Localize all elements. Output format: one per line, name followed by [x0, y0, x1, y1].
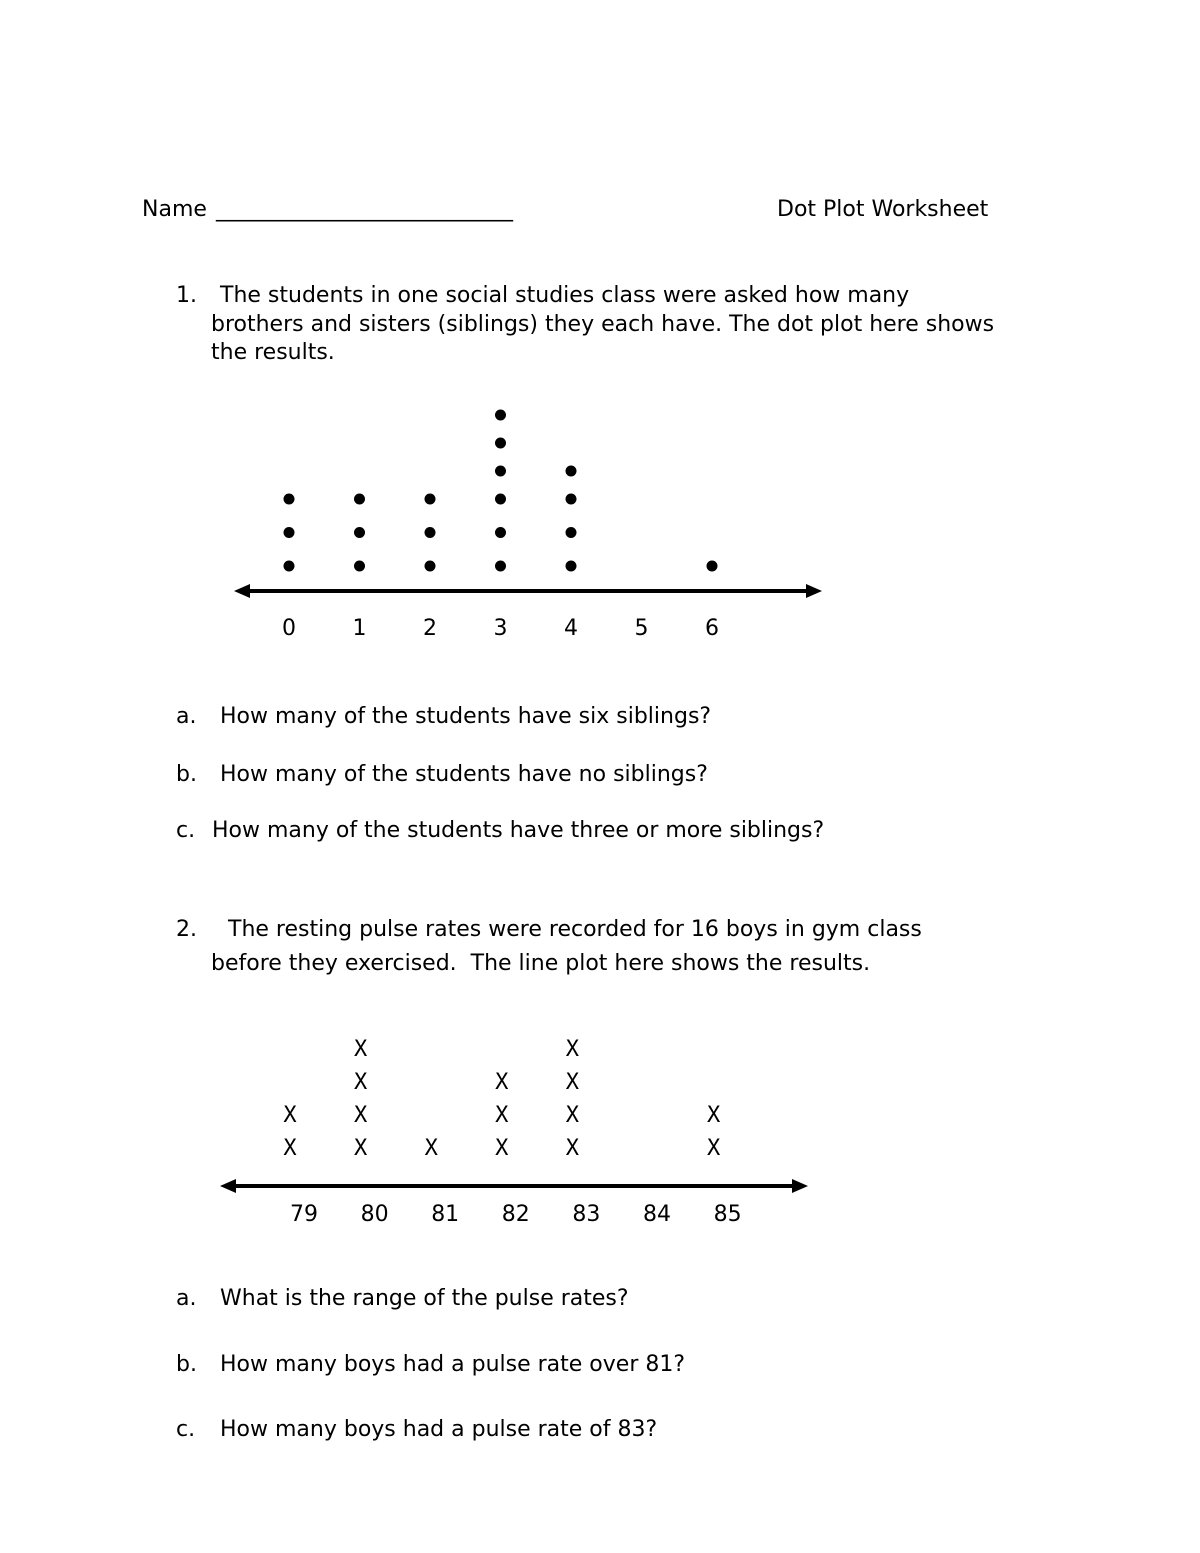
q1-number: 1.	[176, 283, 197, 308]
x-mark-82-3: X	[495, 1070, 509, 1095]
x-mark-83-1: X	[565, 1136, 580, 1161]
q1c-letter: c.	[176, 818, 196, 843]
x-mark-82-2: X	[495, 1103, 509, 1128]
x-mark-83-2: X	[565, 1103, 580, 1128]
q1b-letter: b.	[176, 762, 197, 787]
q2b-letter: b.	[176, 1352, 197, 1377]
line-plot-tick-80: 80	[360, 1202, 389, 1227]
dot-plot-tick-0: 0	[282, 616, 296, 641]
x-mark-79-1: X	[283, 1136, 297, 1161]
q2-text-line-1: The resting pulse rates were recorded for 16 boys in gym class	[228, 917, 922, 942]
dot-plot-tick-6: 6	[705, 616, 719, 641]
q1-text-line-2: brothers and sisters (siblings) they each have. The dot plot here shows	[211, 312, 995, 337]
x-mark-83-3: X	[565, 1070, 580, 1095]
x-mark-85-2: X	[706, 1103, 721, 1128]
line-plot-right-arrow	[792, 1179, 808, 1193]
dot-plot-tick-1: 1	[352, 616, 367, 641]
q1b-text: How many of the students have no siblings?	[220, 762, 708, 787]
q1a-letter: a.	[176, 704, 197, 729]
x-mark-85-1: X	[706, 1136, 721, 1161]
name-blank[interactable]: ___________________________	[216, 197, 513, 222]
x-mark-83-4: X	[565, 1037, 580, 1062]
line-plot-tick-85: 85	[713, 1202, 742, 1227]
q1a-text: How many of the students have six siblings?	[220, 704, 712, 729]
q1c-text: How many of the students have three or more siblings?	[212, 818, 825, 843]
line-plot-tick-84: 84	[643, 1202, 671, 1227]
line-plot-tick-79: 79	[290, 1202, 318, 1227]
q2-number: 2.	[176, 917, 197, 942]
x-mark-82-1: X	[495, 1136, 509, 1161]
x-mark-80-2: X	[353, 1103, 368, 1128]
x-mark-80-4: X	[353, 1037, 368, 1062]
x-mark-80-1: X	[353, 1136, 368, 1161]
q2a-letter: a.	[176, 1286, 197, 1311]
name-label: Name	[142, 197, 207, 222]
dot-plot-tick-5: 5	[634, 616, 649, 641]
dot-plot-tick-4: 4	[564, 616, 578, 641]
line-plot-tick-83: 83	[572, 1202, 601, 1227]
q1-text-line-3: the results.	[211, 340, 335, 365]
line-plot-left-arrow	[220, 1179, 236, 1193]
line-plot-tick-81: 81	[431, 1202, 460, 1227]
q2-text-line-2: before they exercised. The line plot here shows the results.	[211, 951, 871, 976]
dot-plot-tick-2: 2	[423, 616, 437, 641]
line-plot-tick-82: 82	[501, 1202, 530, 1227]
x-mark-80-3: X	[353, 1070, 368, 1095]
q2a-text: What is the range of the pulse rates?	[220, 1286, 629, 1311]
q2c-letter: c.	[176, 1417, 196, 1442]
q1-text-line-1: The students in one social studies class were asked how many	[220, 283, 910, 308]
x-mark-79-2: X	[283, 1103, 297, 1128]
dot-plot-tick-3: 3	[493, 616, 508, 641]
worksheet-title: Dot Plot Worksheet	[777, 197, 989, 222]
q2c-text: How many boys had a pulse rate of 83?	[220, 1417, 658, 1442]
q2b-text: How many boys had a pulse rate over 81?	[220, 1352, 686, 1377]
x-mark-81-1: X	[424, 1136, 438, 1161]
